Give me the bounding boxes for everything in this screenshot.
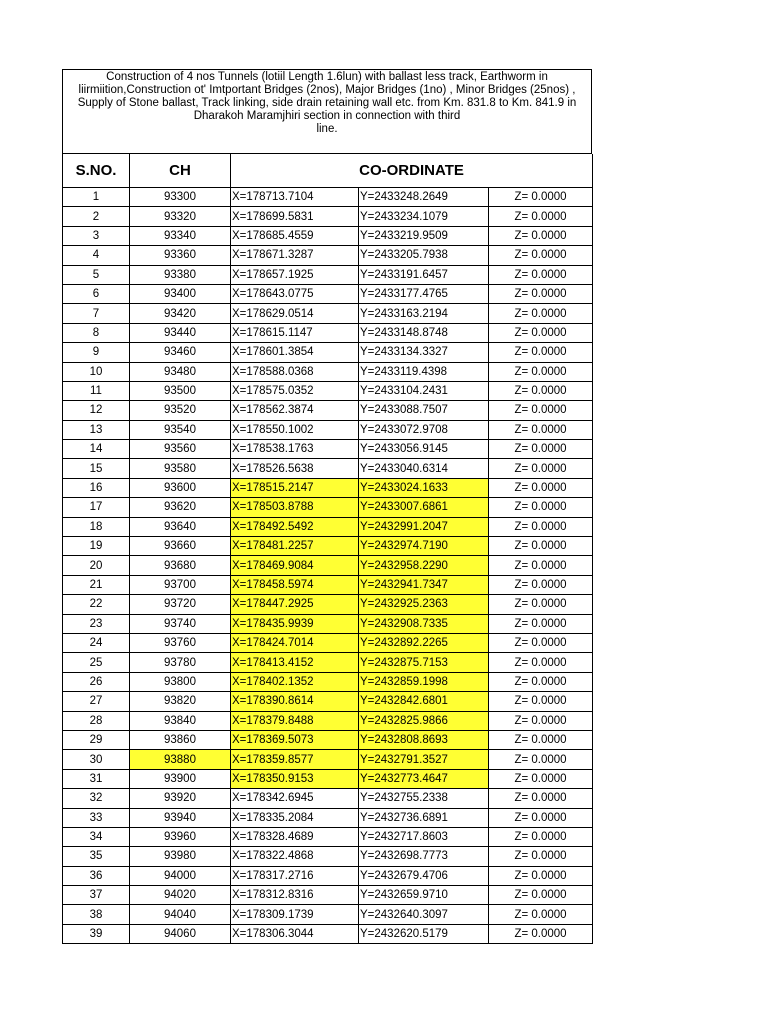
z-coordinate-cell: Z= 0.0000 <box>489 401 593 420</box>
z-coordinate-cell: Z= 0.0000 <box>489 633 593 652</box>
ch-cell: 93320 <box>130 207 231 226</box>
table-row <box>63 362 593 381</box>
y-coordinate-cell: Y=2433134.3327 <box>359 343 489 362</box>
y-coordinate-cell: Y=2433248.2649 <box>359 188 489 207</box>
y-coordinate-cell: Y=2432791.3527 <box>359 750 489 769</box>
y-coordinate-cell: Y=2432875.7153 <box>359 653 489 672</box>
x-coordinate-cell: X=178359.8577 <box>231 750 359 769</box>
z-coordinate-cell: Z= 0.0000 <box>489 440 593 459</box>
z-coordinate-cell: Z= 0.0000 <box>489 537 593 556</box>
x-coordinate-cell: X=178657.1925 <box>231 265 359 284</box>
ch-cell: 93880 <box>130 750 231 769</box>
z-coordinate-cell: Z= 0.0000 <box>489 924 593 943</box>
ch-cell: 93980 <box>130 847 231 866</box>
table-row <box>63 827 593 846</box>
sno-cell: 18 <box>63 517 130 536</box>
z-coordinate-cell: Z= 0.0000 <box>489 420 593 439</box>
sno-cell: 2 <box>63 207 130 226</box>
sno-cell: 19 <box>63 537 130 556</box>
y-coordinate-cell: Y=2432941.7347 <box>359 575 489 594</box>
sno-header: S.NO. <box>63 154 130 188</box>
sno-cell: 24 <box>63 633 130 652</box>
sno-cell: 12 <box>63 401 130 420</box>
table-row <box>63 653 593 672</box>
y-coordinate-cell: Y=2432698.7773 <box>359 847 489 866</box>
x-coordinate-cell: X=178312.8316 <box>231 886 359 905</box>
y-coordinate-cell: Y=2432640.3097 <box>359 905 489 924</box>
ch-cell: 94040 <box>130 905 231 924</box>
x-coordinate-cell: X=178503.8788 <box>231 498 359 517</box>
table-row <box>63 886 593 905</box>
table-row <box>63 750 593 769</box>
x-coordinate-cell: X=178435.9939 <box>231 614 359 633</box>
y-coordinate-cell: Y=2433088.7507 <box>359 401 489 420</box>
z-coordinate-cell: Z= 0.0000 <box>489 692 593 711</box>
z-coordinate-cell: Z= 0.0000 <box>489 246 593 265</box>
ch-cell: 93700 <box>130 575 231 594</box>
table-row <box>63 323 593 342</box>
sno-cell: 23 <box>63 614 130 633</box>
table-row <box>63 226 593 245</box>
x-coordinate-cell: X=178481.2257 <box>231 537 359 556</box>
z-coordinate-cell: Z= 0.0000 <box>489 789 593 808</box>
ch-cell: 93840 <box>130 711 231 730</box>
z-coordinate-cell: Z= 0.0000 <box>489 827 593 846</box>
sno-cell: 14 <box>63 440 130 459</box>
sno-cell: 27 <box>63 692 130 711</box>
y-coordinate-cell: Y=2433219.9509 <box>359 226 489 245</box>
header-row <box>63 154 593 188</box>
y-coordinate-cell: Y=2432620.5179 <box>359 924 489 943</box>
sno-cell: 4 <box>63 246 130 265</box>
z-coordinate-cell: Z= 0.0000 <box>489 304 593 323</box>
z-coordinate-cell: Z= 0.0000 <box>489 362 593 381</box>
z-coordinate-cell: Z= 0.0000 <box>489 808 593 827</box>
x-coordinate-cell: X=178335.2084 <box>231 808 359 827</box>
y-coordinate-cell: Y=2433191.6457 <box>359 265 489 284</box>
y-coordinate-cell: Y=2432958.2290 <box>359 556 489 575</box>
title-line-5: line. <box>316 123 338 135</box>
y-coordinate-cell: Y=2433056.9145 <box>359 440 489 459</box>
ch-cell: 93560 <box>130 440 231 459</box>
table-row <box>63 789 593 808</box>
y-coordinate-cell: Y=2432773.4647 <box>359 769 489 788</box>
sno-cell: 25 <box>63 653 130 672</box>
ch-cell: 93860 <box>130 730 231 749</box>
sno-cell: 32 <box>63 789 130 808</box>
coordinate-table <box>62 154 593 944</box>
x-coordinate-cell: X=178713.7104 <box>231 188 359 207</box>
sno-cell: 1 <box>63 188 130 207</box>
ch-header: CH <box>130 154 231 188</box>
y-coordinate-cell: Y=2433234.1079 <box>359 207 489 226</box>
x-coordinate-cell: X=178469.9084 <box>231 556 359 575</box>
x-coordinate-cell: X=178515.2147 <box>231 478 359 497</box>
ch-cell: 93760 <box>130 633 231 652</box>
table-row <box>63 692 593 711</box>
sno-cell: 5 <box>63 265 130 284</box>
table-row <box>63 420 593 439</box>
z-coordinate-cell: Z= 0.0000 <box>489 905 593 924</box>
y-coordinate-cell: Y=2433163.2194 <box>359 304 489 323</box>
sno-cell: 34 <box>63 827 130 846</box>
table-row <box>63 304 593 323</box>
sno-cell: 29 <box>63 730 130 749</box>
table-row <box>63 808 593 827</box>
z-coordinate-cell: Z= 0.0000 <box>489 284 593 303</box>
y-coordinate-cell: Y=2432659.9710 <box>359 886 489 905</box>
table-row <box>63 517 593 536</box>
z-coordinate-cell: Z= 0.0000 <box>489 381 593 400</box>
y-coordinate-cell: Y=2433104.2431 <box>359 381 489 400</box>
y-coordinate-cell: Y=2433040.6314 <box>359 459 489 478</box>
sno-cell: 37 <box>63 886 130 905</box>
y-coordinate-cell: Y=2433119.4398 <box>359 362 489 381</box>
y-coordinate-cell: Y=2432974.7190 <box>359 537 489 556</box>
z-coordinate-cell: Z= 0.0000 <box>489 343 593 362</box>
title-line-1: Construction of 4 nos Tunnels (lotiil Length 1.6lun) with ballast less track, Earthworm in <box>106 71 548 83</box>
table-row <box>63 614 593 633</box>
ch-cell: 93740 <box>130 614 231 633</box>
y-coordinate-cell: Y=2433024.1633 <box>359 478 489 497</box>
x-coordinate-cell: X=178550.1002 <box>231 420 359 439</box>
x-coordinate-cell: X=178685.4559 <box>231 226 359 245</box>
sno-cell: 15 <box>63 459 130 478</box>
sno-cell: 39 <box>63 924 130 943</box>
table-row <box>63 537 593 556</box>
z-coordinate-cell: Z= 0.0000 <box>489 847 593 866</box>
ch-cell: 93480 <box>130 362 231 381</box>
sno-cell: 38 <box>63 905 130 924</box>
z-coordinate-cell: Z= 0.0000 <box>489 226 593 245</box>
ch-cell: 93800 <box>130 672 231 691</box>
sno-cell: 16 <box>63 478 130 497</box>
x-coordinate-cell: X=178322.4868 <box>231 847 359 866</box>
table-row <box>63 401 593 420</box>
table-row <box>63 769 593 788</box>
ch-cell: 93580 <box>130 459 231 478</box>
x-coordinate-cell: X=178317.2716 <box>231 866 359 885</box>
x-coordinate-cell: X=178629.0514 <box>231 304 359 323</box>
table-row <box>63 633 593 652</box>
x-coordinate-cell: X=178369.5073 <box>231 730 359 749</box>
y-coordinate-cell: Y=2432859.1998 <box>359 672 489 691</box>
sno-cell: 13 <box>63 420 130 439</box>
z-coordinate-cell: Z= 0.0000 <box>489 188 593 207</box>
z-coordinate-cell: Z= 0.0000 <box>489 595 593 614</box>
x-coordinate-cell: X=178526.5638 <box>231 459 359 478</box>
sno-cell: 8 <box>63 323 130 342</box>
z-coordinate-cell: Z= 0.0000 <box>489 769 593 788</box>
z-coordinate-cell: Z= 0.0000 <box>489 556 593 575</box>
title-line-2: liirmiition,Construction ot' Imtportant Bridges (2nos), Major Bridges (1no) , Minor Bridges (25nos) , <box>78 84 576 96</box>
ch-cell: 93600 <box>130 478 231 497</box>
sno-cell: 22 <box>63 595 130 614</box>
z-coordinate-cell: Z= 0.0000 <box>489 459 593 478</box>
x-coordinate-cell: X=178447.2925 <box>231 595 359 614</box>
sno-cell: 35 <box>63 847 130 866</box>
ch-cell: 93460 <box>130 343 231 362</box>
z-coordinate-cell: Z= 0.0000 <box>489 614 593 633</box>
x-coordinate-cell: X=178588.0368 <box>231 362 359 381</box>
table-row <box>63 440 593 459</box>
ch-cell: 93520 <box>130 401 231 420</box>
coordinate-header: CO-ORDINATE <box>231 154 593 188</box>
x-coordinate-cell: X=178562.3874 <box>231 401 359 420</box>
ch-cell: 93540 <box>130 420 231 439</box>
ch-cell: 93720 <box>130 595 231 614</box>
table-row <box>63 866 593 885</box>
x-coordinate-cell: X=178492.5492 <box>231 517 359 536</box>
table-row <box>63 498 593 517</box>
sno-cell: 17 <box>63 498 130 517</box>
table-row <box>63 343 593 362</box>
table-row <box>63 575 593 594</box>
y-coordinate-cell: Y=2433148.8748 <box>359 323 489 342</box>
z-coordinate-cell: Z= 0.0000 <box>489 886 593 905</box>
document-title-box <box>62 69 592 154</box>
y-coordinate-cell: Y=2433205.7938 <box>359 246 489 265</box>
sno-cell: 26 <box>63 672 130 691</box>
y-coordinate-cell: Y=2432925.2363 <box>359 595 489 614</box>
ch-cell: 93660 <box>130 537 231 556</box>
table-row <box>63 478 593 497</box>
y-coordinate-cell: Y=2432908.7335 <box>359 614 489 633</box>
z-coordinate-cell: Z= 0.0000 <box>489 711 593 730</box>
y-coordinate-cell: Y=2433007.6861 <box>359 498 489 517</box>
z-coordinate-cell: Z= 0.0000 <box>489 498 593 517</box>
ch-cell: 93420 <box>130 304 231 323</box>
x-coordinate-cell: X=178390.8614 <box>231 692 359 711</box>
table-row <box>63 188 593 207</box>
z-coordinate-cell: Z= 0.0000 <box>489 653 593 672</box>
y-coordinate-cell: Y=2433177.4765 <box>359 284 489 303</box>
ch-cell: 93400 <box>130 284 231 303</box>
x-coordinate-cell: X=178615.1147 <box>231 323 359 342</box>
x-coordinate-cell: X=178458.5974 <box>231 575 359 594</box>
ch-cell: 93340 <box>130 226 231 245</box>
x-coordinate-cell: X=178402.1352 <box>231 672 359 691</box>
z-coordinate-cell: Z= 0.0000 <box>489 478 593 497</box>
sno-cell: 9 <box>63 343 130 362</box>
sno-cell: 10 <box>63 362 130 381</box>
x-coordinate-cell: X=178575.0352 <box>231 381 359 400</box>
sno-cell: 3 <box>63 226 130 245</box>
ch-cell: 93780 <box>130 653 231 672</box>
coordinate-sheet <box>62 69 592 944</box>
x-coordinate-cell: X=178413.4152 <box>231 653 359 672</box>
ch-cell: 93640 <box>130 517 231 536</box>
table-row <box>63 265 593 284</box>
z-coordinate-cell: Z= 0.0000 <box>489 575 593 594</box>
ch-cell: 93680 <box>130 556 231 575</box>
y-coordinate-cell: Y=2432991.2047 <box>359 517 489 536</box>
x-coordinate-cell: X=178350.9153 <box>231 769 359 788</box>
sno-cell: 7 <box>63 304 130 323</box>
sno-cell: 31 <box>63 769 130 788</box>
ch-cell: 94020 <box>130 886 231 905</box>
ch-cell: 93920 <box>130 789 231 808</box>
table-row <box>63 924 593 943</box>
x-coordinate-cell: X=178643.0775 <box>231 284 359 303</box>
ch-cell: 93940 <box>130 808 231 827</box>
ch-cell: 93500 <box>130 381 231 400</box>
ch-cell: 93820 <box>130 692 231 711</box>
x-coordinate-cell: X=178309.1739 <box>231 905 359 924</box>
table-row <box>63 711 593 730</box>
x-coordinate-cell: X=178306.3044 <box>231 924 359 943</box>
x-coordinate-cell: X=178424.7014 <box>231 633 359 652</box>
table-row <box>63 459 593 478</box>
sno-cell: 28 <box>63 711 130 730</box>
y-coordinate-cell: Y=2432736.6891 <box>359 808 489 827</box>
table-row <box>63 595 593 614</box>
y-coordinate-cell: Y=2432842.6801 <box>359 692 489 711</box>
ch-cell: 93960 <box>130 827 231 846</box>
sno-cell: 30 <box>63 750 130 769</box>
z-coordinate-cell: Z= 0.0000 <box>489 750 593 769</box>
ch-cell: 93900 <box>130 769 231 788</box>
ch-cell: 94060 <box>130 924 231 943</box>
table-row <box>63 556 593 575</box>
y-coordinate-cell: Y=2432755.2338 <box>359 789 489 808</box>
x-coordinate-cell: X=178699.5831 <box>231 207 359 226</box>
ch-cell: 93440 <box>130 323 231 342</box>
x-coordinate-cell: X=178342.6945 <box>231 789 359 808</box>
table-body <box>63 188 593 944</box>
sno-cell: 36 <box>63 866 130 885</box>
y-coordinate-cell: Y=2432679.4706 <box>359 866 489 885</box>
x-coordinate-cell: X=178379.8488 <box>231 711 359 730</box>
y-coordinate-cell: Y=2432717.8603 <box>359 827 489 846</box>
y-coordinate-cell: Y=2433072.9708 <box>359 420 489 439</box>
x-coordinate-cell: X=178601.3854 <box>231 343 359 362</box>
table-row <box>63 284 593 303</box>
table-row <box>63 672 593 691</box>
x-coordinate-cell: X=178538.1763 <box>231 440 359 459</box>
y-coordinate-cell: Y=2432808.8693 <box>359 730 489 749</box>
sno-cell: 21 <box>63 575 130 594</box>
ch-cell: 93620 <box>130 498 231 517</box>
z-coordinate-cell: Z= 0.0000 <box>489 730 593 749</box>
z-coordinate-cell: Z= 0.0000 <box>489 866 593 885</box>
table-row <box>63 847 593 866</box>
z-coordinate-cell: Z= 0.0000 <box>489 672 593 691</box>
sno-cell: 20 <box>63 556 130 575</box>
title-line-3: Supply of Stone ballast, Track linking, side drain retaining wall etc. from Km. 831.8 to Km. 841.9 in <box>77 97 577 109</box>
ch-cell: 93380 <box>130 265 231 284</box>
z-coordinate-cell: Z= 0.0000 <box>489 265 593 284</box>
sno-cell: 6 <box>63 284 130 303</box>
z-coordinate-cell: Z= 0.0000 <box>489 517 593 536</box>
ch-cell: 93360 <box>130 246 231 265</box>
x-coordinate-cell: X=178328.4689 <box>231 827 359 846</box>
z-coordinate-cell: Z= 0.0000 <box>489 207 593 226</box>
z-coordinate-cell: Z= 0.0000 <box>489 323 593 342</box>
y-coordinate-cell: Y=2432892.2265 <box>359 633 489 652</box>
sno-cell: 11 <box>63 381 130 400</box>
sno-cell: 33 <box>63 808 130 827</box>
title-line-4: Dharakoh Maramjhiri section in connection with third <box>193 110 461 122</box>
table-row <box>63 730 593 749</box>
ch-cell: 93300 <box>130 188 231 207</box>
y-coordinate-cell: Y=2432825.9866 <box>359 711 489 730</box>
table-row <box>63 381 593 400</box>
table-row <box>63 905 593 924</box>
ch-cell: 94000 <box>130 866 231 885</box>
table-row <box>63 207 593 226</box>
x-coordinate-cell: X=178671.3287 <box>231 246 359 265</box>
table-row <box>63 246 593 265</box>
